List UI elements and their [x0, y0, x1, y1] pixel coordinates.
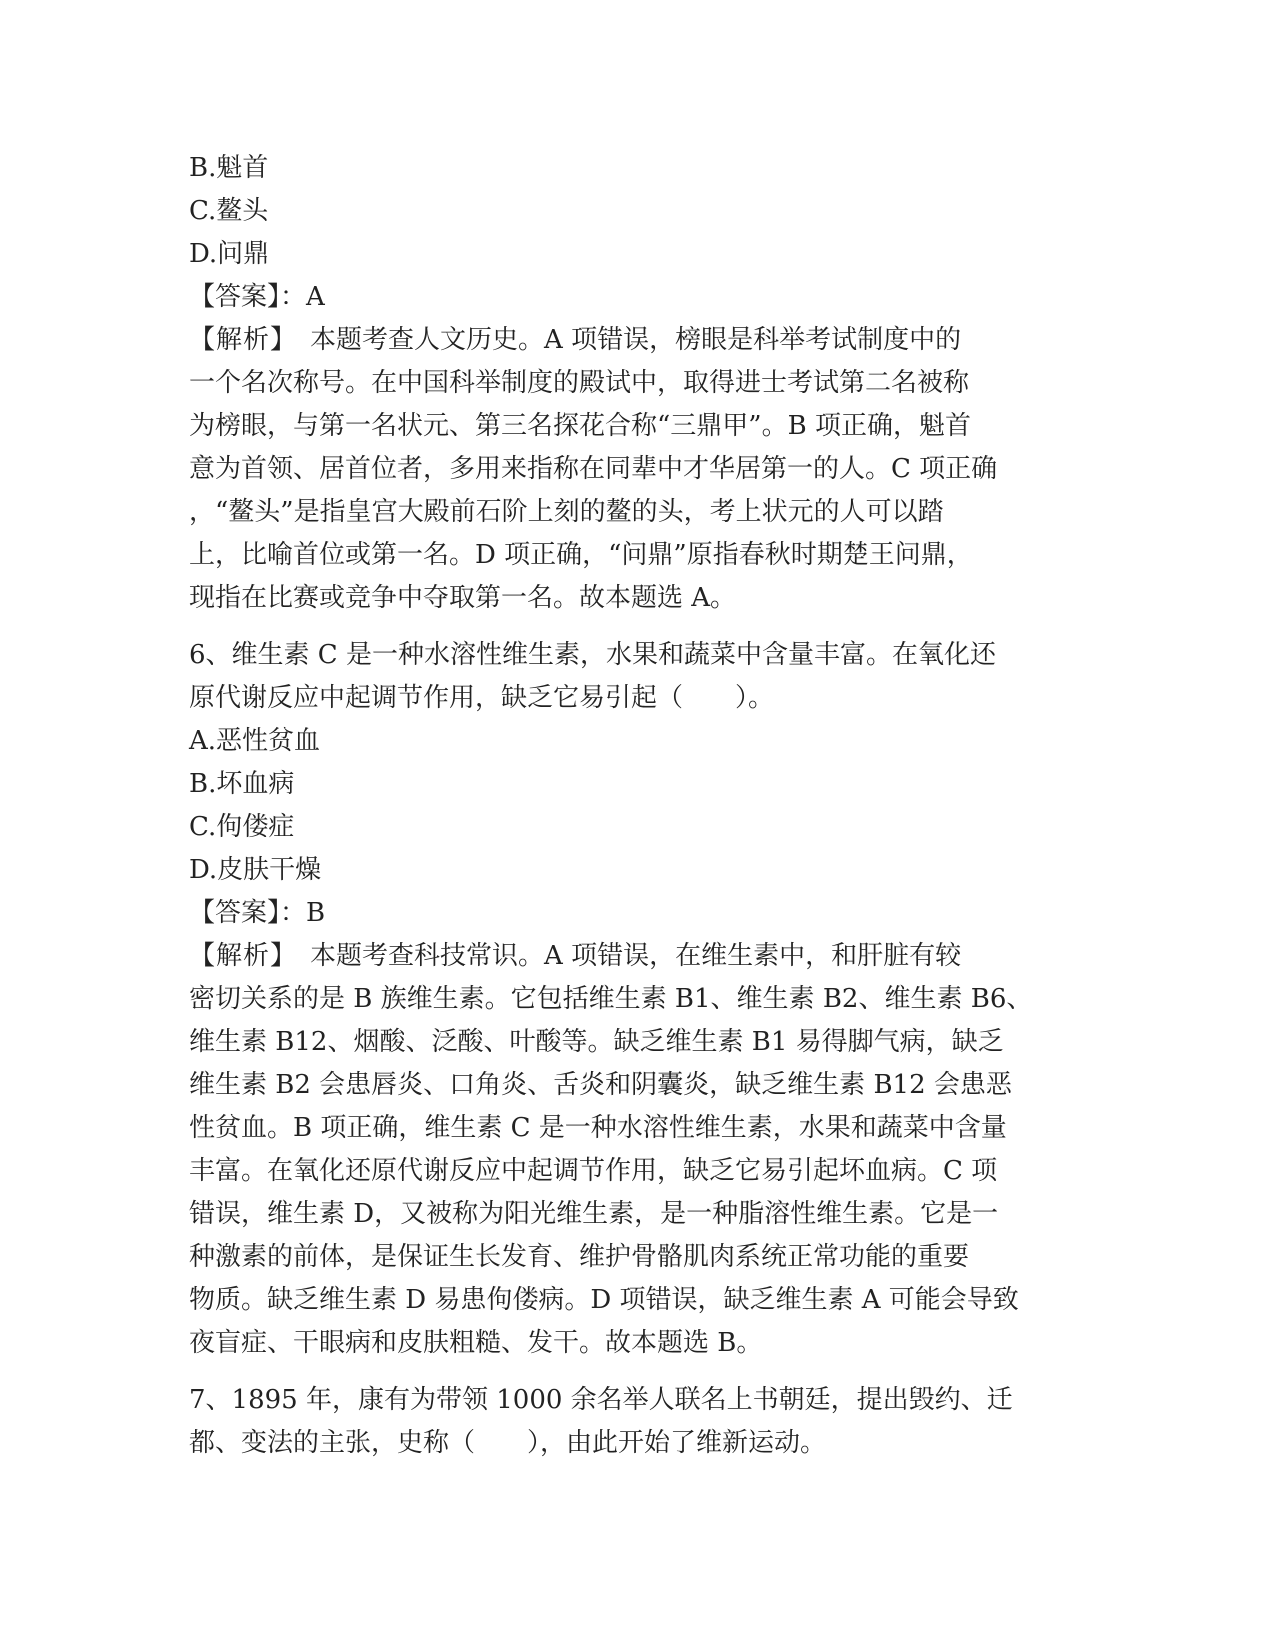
question-6-block [189, 634, 1089, 1365]
q7-question-line-2: 都、变法的主张，史称（ ），由此开始了维新运动。 [189, 1428, 827, 1458]
q6-option-d: D.皮肤干燥 [189, 855, 322, 885]
q5-explanation [189, 319, 1089, 620]
question-7-block [189, 1379, 1089, 1465]
q5-answer: 【答案】：A [189, 282, 325, 312]
q5-explanation-line-2: 一个名次称号。在中国科举制度的殿试中，取得进士考试第二名被称 [189, 368, 970, 398]
q6-explanation-line-3: 维生素 B12、烟酸、泛酸、叶酸等。缺乏维生素 B1 易得脚气病，缺乏 [189, 1027, 1004, 1057]
q6-explanation [189, 935, 1089, 1365]
q5-option-c: C.鳌头 [189, 196, 269, 226]
q5-option-b: B.魁首 [189, 153, 269, 183]
q5-explanation-line-7: 现指在比赛或竞争中夺取第一名。故本题选 A。 [189, 583, 737, 613]
q5-explanation-line-6: 上，比喻首位或第一名。D 项正确，“问鼎”原指春秋时期楚王问鼎， [189, 540, 973, 570]
q6-explanation-line-4: 维生素 B2 会患唇炎、口角炎、舌炎和阴囊炎，缺乏维生素 B12 会患恶 [189, 1070, 1012, 1100]
q6-option-b: B.坏血病 [189, 769, 295, 799]
spacer [189, 620, 1089, 634]
q6-question-line-2: 原代谢反应中起调节作用，缺乏它易引起（ ）。 [189, 683, 775, 713]
q5-explanation-line-4: 意为首领、居首位者，多用来指称在同辈中才华居第一的人。C 项正确 [189, 454, 998, 484]
q6-option-a: A.恶性贫血 [189, 726, 321, 756]
q6-explanation-line-7: 错误，维生素 D，又被称为阳光维生素，是一种脂溶性维生素。它是一 [189, 1199, 999, 1229]
q5-option-d: D.问鼎 [189, 239, 270, 269]
q6-answer: 【答案】：B [189, 898, 326, 928]
q5-explanation-line-1: 本题考查人文历史。A 项错误，榜眼是科举考试制度中的 [310, 325, 962, 355]
document-page [189, 147, 1089, 1465]
q6-explanation-line-1: 本题考查科技常识。A 项错误，在维生素中，和肝脏有较 [310, 941, 962, 971]
q5-explanation-line-3: 为榜眼，与第一名状元、第三名探花合称“三鼎甲”。B 项正确，魁首 [189, 411, 971, 441]
q5-explanation-label: 【解析】 [189, 325, 285, 355]
question-5-block [189, 147, 1089, 620]
q6-explanation-line-9: 物质。缺乏维生素 D 易患佝偻病。D 项错误，缺乏维生素 A 可能会导致 [189, 1285, 1019, 1315]
q6-explanation-line-8: 种激素的前体，是保证生长发育、维护骨骼肌肉系统正常功能的重要 [189, 1242, 970, 1272]
q6-explanation-label: 【解析】 [189, 941, 285, 971]
q6-explanation-line-10: 夜盲症、干眼病和皮肤粗糙、发干。故本题选 B。 [189, 1328, 763, 1358]
q6-explanation-line-2: 密切关系的是 B 族维生素。它包括维生素 B1、维生素 B2、维生素 B6、 [189, 984, 1033, 1014]
q6-explanation-line-5: 性贫血。B 项正确，维生素 C 是一种水溶性维生素，水果和蔬菜中含量 [189, 1113, 1007, 1143]
q6-option-c: C.佝偻症 [189, 812, 295, 842]
q6-explanation-line-6: 丰富。在氧化还原代谢反应中起调节作用，缺乏它易引起坏血病。C 项 [189, 1156, 998, 1186]
q6-question-line-1: 6、维生素 C 是一种水溶性维生素，水果和蔬菜中含量丰富。在氧化还 [189, 640, 996, 670]
q7-question-line-1: 7、1895 年，康有为带领 1000 余名举人联名上书朝廷，提出毁约、迁 [189, 1385, 1013, 1415]
q5-explanation-line-5: ，“鳌头”是指皇宫大殿前石阶上刻的鳌的头，考上状元的人可以踏 [189, 497, 944, 527]
spacer [189, 1365, 1089, 1379]
